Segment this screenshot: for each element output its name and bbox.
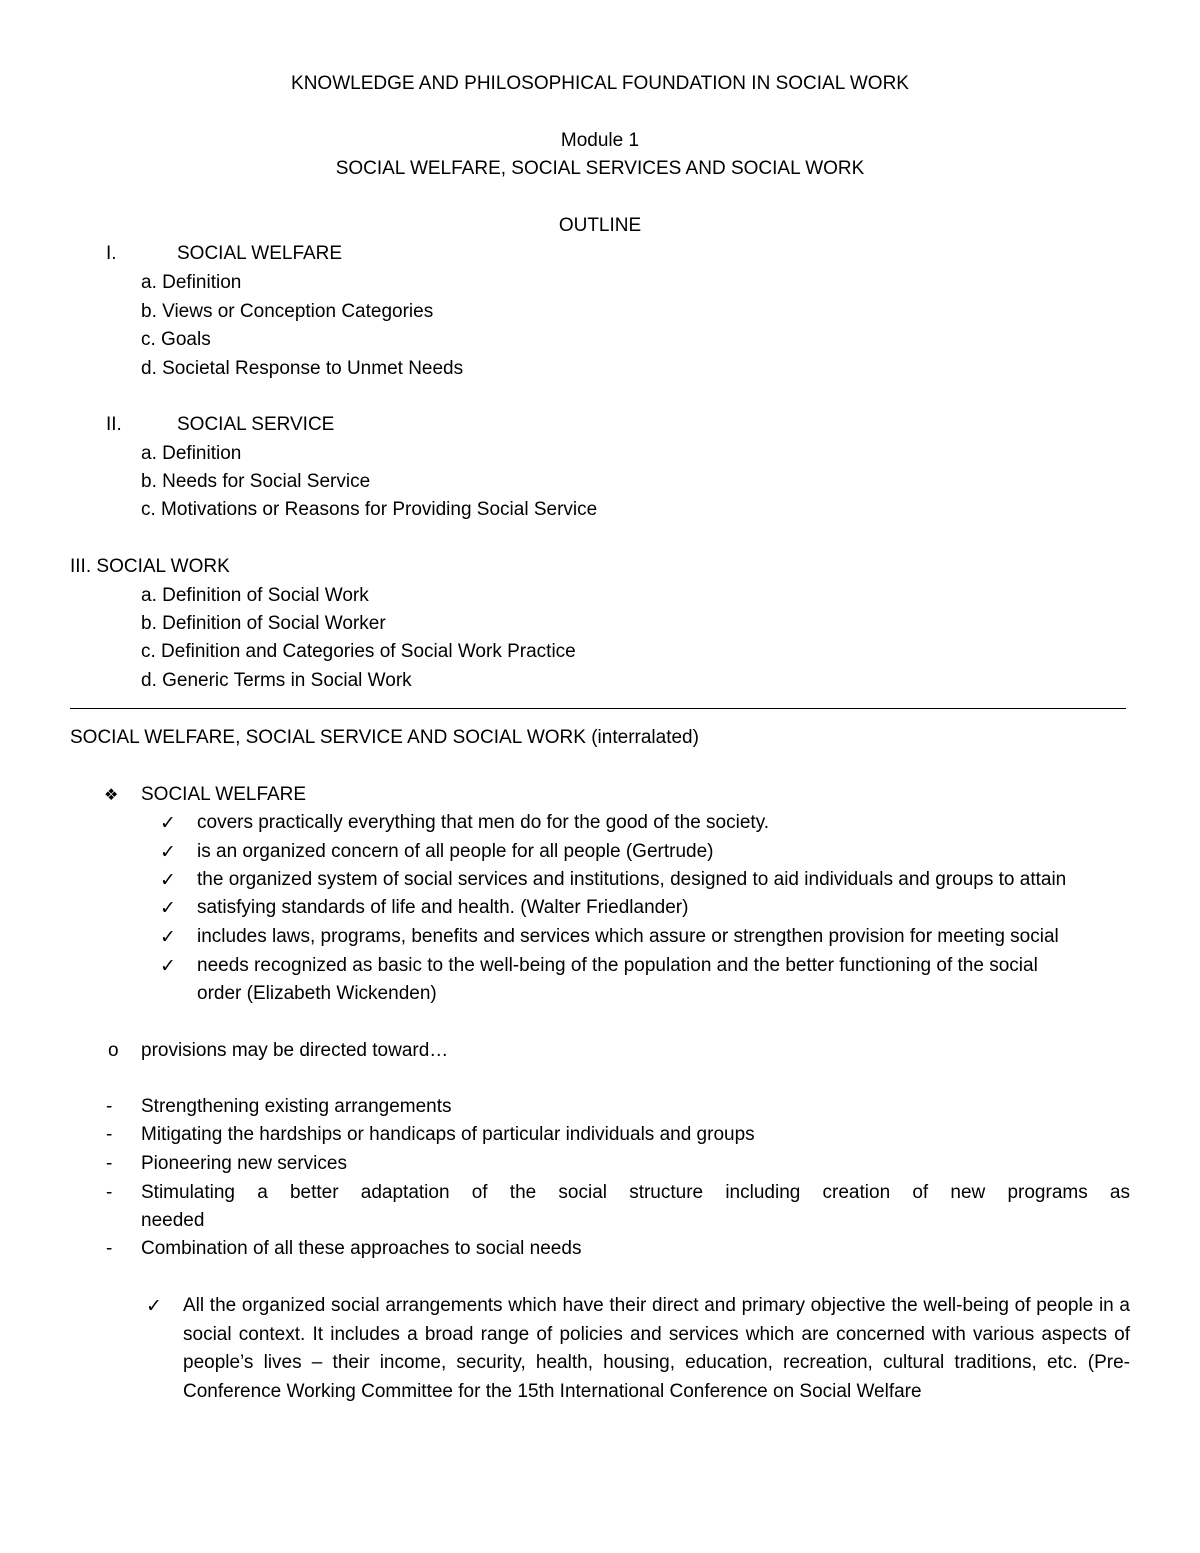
dash-bullet: - [106,1153,113,1174]
outline-item: a. Definition [141,443,242,464]
approach-item: Strengthening existing arrangements [141,1096,452,1117]
outline-item: d. Societal Response to Unmet Needs [141,358,464,379]
welfare-heading: SOCIAL WELFARE [141,784,307,805]
checkmark-icon: ✓ [146,1295,162,1317]
checkmark-icon: ✓ [160,926,176,948]
dash-bullet: - [106,1238,113,1259]
checkmark-icon: ✓ [160,841,176,863]
outline-section-2-numeral: II. [106,414,122,435]
outline-item: b. Definition of Social Worker [141,613,386,634]
welfare-point: covers practically everything that men do for the good of the society. [197,812,770,833]
document-title: KNOWLEDGE AND PHILOSOPHICAL FOUNDATION IN SOCIAL WORK [291,73,909,94]
outline-section-1-title: SOCIAL WELFARE [177,243,343,264]
dash-bullet: - [106,1124,113,1145]
approach-item: needed [141,1210,205,1231]
welfare-point: is an organized concern of all people for all people (Gertrude) [197,841,714,862]
outline-item: a. Definition [141,272,242,293]
outline-item: c. Definition and Categories of Social Work Practice [141,641,576,662]
outline-section-2-title: SOCIAL SERVICE [177,414,335,435]
module-title: SOCIAL WELFARE, SOCIAL SERVICES AND SOCIAL WORK [335,158,865,179]
welfare-point: the organized system of social services and institutions, designed to aid individuals and groups to attain [197,869,1067,890]
approach-item: Pioneering new services [141,1153,347,1174]
diamond-bullet-icon: ❖ [104,785,119,804]
checkmark-icon: ✓ [160,812,176,834]
outline-section-1-numeral: I. [106,243,117,264]
outline-item: d. Generic Terms in Social Work [141,670,412,691]
outline-item: c. Goals [141,329,211,350]
outline-section-3-title: III. SOCIAL WORK [70,556,230,577]
outline-item: b. Needs for Social Service [141,471,371,492]
dash-bullet: - [106,1182,113,1203]
outline-item: c. Motivations or Reasons for Providing Social Service [141,499,598,520]
welfare-point: needs recognized as basic to the well-being of the population and the better functioning of the social [197,955,1038,976]
module-label: Module 1 [560,130,640,151]
checkmark-icon: ✓ [160,897,176,919]
horizontal-divider [70,708,1126,709]
outline-item: a. Definition of Social Work [141,585,369,606]
welfare-point: includes laws, programs, benefits and services which assure or strengthen provision for meeting social [197,926,1059,947]
provisions-lead: provisions may be directed toward… [141,1040,449,1061]
circle-bullet: o [108,1040,119,1061]
section-intro: SOCIAL WELFARE, SOCIAL SERVICE AND SOCIAL WORK (interralated) [70,727,699,748]
outline-heading: OUTLINE [558,215,642,236]
welfare-point: satisfying standards of life and health. (Walter Friedlander) [197,897,689,918]
approach-item: Stimulating a better adaptation of the social structure including creation of new programs as [141,1182,1130,1203]
welfare-point: order (Elizabeth Wickenden) [197,983,437,1004]
approach-item: Combination of all these approaches to social needs [141,1238,582,1259]
checkmark-icon: ✓ [160,869,176,891]
approach-item: Mitigating the hardships or handicaps of particular individuals and groups [141,1124,755,1145]
dash-bullet: - [106,1096,113,1117]
checkmark-icon: ✓ [160,955,176,977]
final-definition-paragraph: All the organized social arrangements which have their direct and primary objective the well-being of people in a social context. It includes a broad range of policies and services which are concerned with various aspects of people’s lives – their income, security, health, housing, education, recreation, cultural traditions, etc. (Pre-Conference Working Committee for the 15th International Conference on Social Welfare [183,1295,1130,1403]
outline-item: b. Views or Conception Categories [141,301,434,322]
